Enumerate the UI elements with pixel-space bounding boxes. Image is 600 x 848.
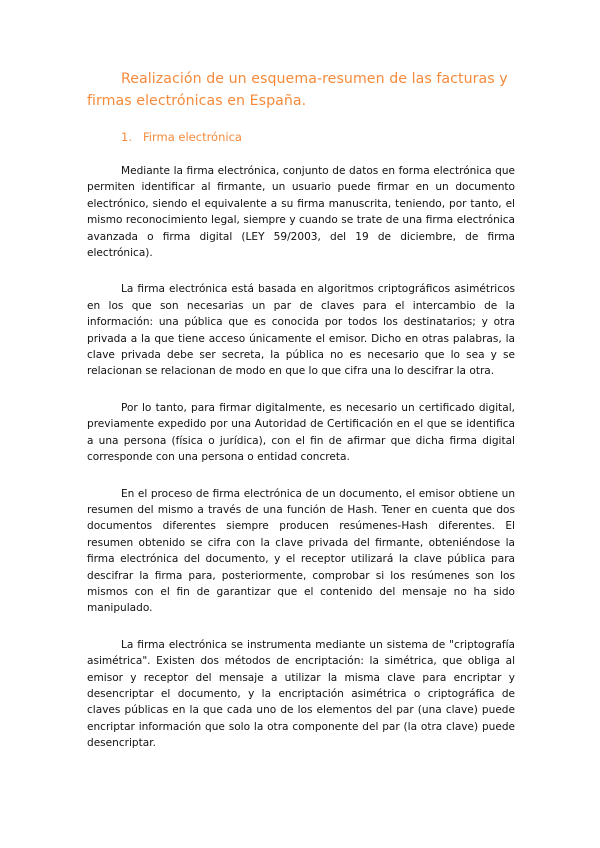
paragraph: La firma electrónica se instrumenta mediante un sistema de "criptografía asimétrica". Existen dos métodos de encriptación: la simétrica, que obliga al emisor y receptor del mensaje a utilizar la misma clave para encriptar y desencriptar el documento, y la encriptación asimétrica o criptográfica de claves públicas en la que cada uno de los elementos del par (una clave) puede encriptar información que solo la otra componente del par (la otra clave) puede desencriptar. <box>87 638 515 750</box>
paragraph: Por lo tanto, para firmar digitalmente, es necesario un certificado digital, previamente expedido por una Autoridad de Certificación en el que se identifica a una persona (física o jurídica), con el fin de afirmar que dicha firma digital corresponde con una persona o entidad concreta. <box>87 401 515 464</box>
paragraph: Mediante la firma electrónica, conjunto de datos en forma electrónica que permiten identificar al firmante, un usuario puede firmar en un documento electrónico, siendo el equivalente a su firma manuscrita, teniendo, por tanto, el mismo reconocimiento legal, siempre y cuando se trate de una firma electrónica avanzada o firma digital (LEY 59/2003, del 19 de diciembre, de firma electrónica). <box>87 165 515 260</box>
section-heading <box>121 129 242 145</box>
section-number: 1. <box>121 130 132 144</box>
document-body <box>87 163 515 772</box>
paragraph: La firma electrónica está basada en algoritmos criptográficos asimétricos en los que son necesarias un par de claves para el intercambio de la información: una pública que es conocida por todos los destinatarios; y otra privada a la que tiene acceso únicamente el emisor. Dicho en otras palabras, la clave privada debe ser secreta, la pública no es necesario que lo sea y se relacionan se relacionan de modo en que lo que cifra una lo descifrar la otra. <box>87 283 515 378</box>
document-title: Realización de un esquema-resumen de las facturas y firmas electrónicas en España. <box>87 71 508 109</box>
paragraph: En el proceso de firma electrónica de un documento, el emisor obtiene un resumen del mismo a través de una función de Hash. Tener en cuenta que dos documentos diferentes siempre producen resúmenes-Hash diferentes. El resumen obtenido se cifra con la clave privada del firmante, obteniéndose la firma electrónica del documento, y el receptor utilizará la clave pública para descifrar la firma para, posteriormente, comprobar si los resúmenes son los mismos con el fin de garantizar que el contenido del mensaje no ha sido manipulado. <box>87 487 515 615</box>
section-label: Firma electrónica <box>143 130 242 144</box>
